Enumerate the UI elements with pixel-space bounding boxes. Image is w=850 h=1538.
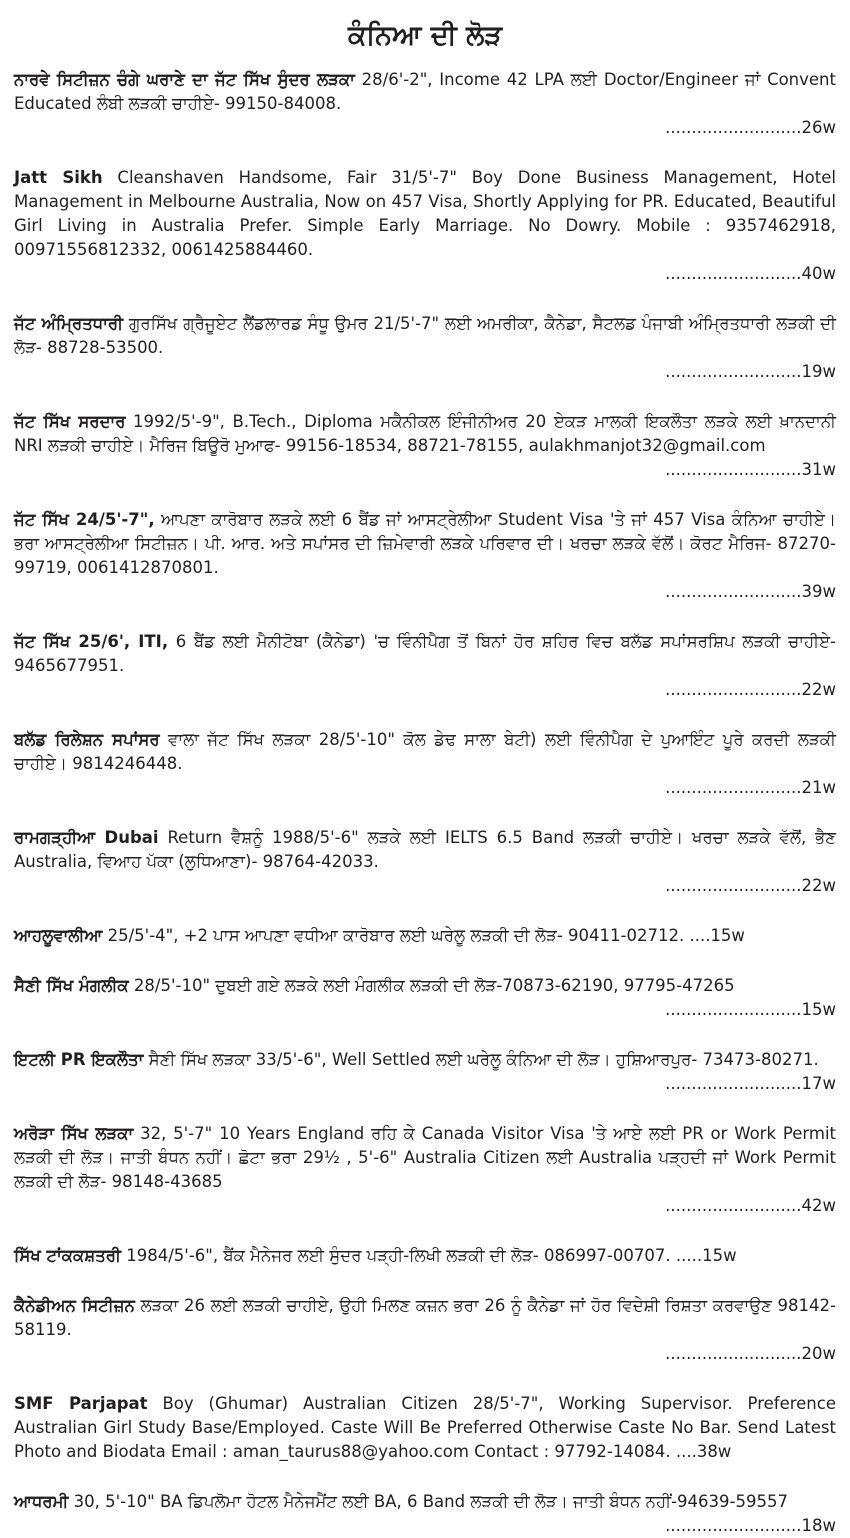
ad-text xyxy=(14,828,836,871)
classified-ad xyxy=(14,1392,836,1464)
ad-text xyxy=(14,168,836,259)
ad-body: ਆਪਣਾ ਕਾਰੋਬਾਰ ਲੜਕੇ ਲਈ 6 ਬੈਂਡ ਜਾਂ ਆਸਟ੍ਰੇਲੀਆ Student Visa 'ਤੇ ਜਾਂ 457 Visa ਕੰਨਿਆ ਚਾਹੀਏ। ਭਰਾ ਆਸਟ੍ਰੇਲੀਆ ਸਿਟੀਜ਼ਨ। ਪੀ. ਆਰ. ਅਤੇ ਸਪਾਂਸਰ ਦੀ ਜ਼ਿਮੇਵਾਰੀ ਲੜਕੇ ਪਰਿਵਾਰ ਦੀ। ਖਰਚਾ ਲੜਕੇ ਵੱਲੋਂ। ਕੋਰਟ ਮੈਰਿਜ- 87270-99719, 0061412870801. xyxy=(14,510,836,577)
classified-ad xyxy=(14,410,836,482)
ad-text xyxy=(14,730,836,773)
classified-ad xyxy=(14,924,836,948)
classified-ad xyxy=(14,1048,836,1096)
ad-word-count: ..........................21w xyxy=(665,778,836,797)
ad-lead: ਆਹਲੂਵਾਲੀਆ xyxy=(14,926,103,945)
ad-lead: ਜੱਟ ਸਿੱਖ 24/5'-7", xyxy=(14,510,155,529)
classified-ad xyxy=(14,1294,836,1366)
ad-word-count: ..........................17w xyxy=(665,1074,836,1093)
ad-body: Return ਵੈਸ਼ਨੂੰ 1988/5'-6" ਲੜਕੇ ਲਈ IELTS 6.5 Band ਲੜਕੀ ਚਾਹੀਏ। ਖਰਚਾ ਲੜਕੇ ਵੱਲੋਂ, ਭੈਣ Australia, ਵਿਆਹ ਪੱਕਾ (ਲੁਧਿਆਣਾ)- 98764-42033. xyxy=(14,828,837,871)
ad-body: 6 ਬੈਂਡ ਲਈ ਮੈਨੀਟੋਬਾ (ਕੈਨੇਡਾ) 'ਚ ਵਿੰਨੀਪੈਗ ਤੋਂ ਬਿਨਾਂ ਹੋਰ ਸ਼ਹਿਰ ਵਿਚ ਬਲੱਡ ਸਪਾਂਸਰਸ਼ਿਪ ਲੜਕੀ ਚਾਹੀਏ- 9465677951. xyxy=(14,632,837,675)
ad-text xyxy=(14,70,836,113)
ad-text xyxy=(14,1296,836,1339)
ad-lead: ਜੱਟ ਸਿੱਖ 25/6', ITI, xyxy=(14,632,169,651)
classified-ad xyxy=(14,728,836,800)
ad-body: 25/5'-4", +2 ਪਾਸ ਆਪਣਾ ਵਧੀਆ ਕਾਰੋਬਾਰ ਲਈ ਘਰੇਲੂ ਲੜਕੀ ਦੀ ਲੋੜ- 90411-02712. ....15w xyxy=(102,926,745,945)
ad-word-count: ..........................18w xyxy=(665,1516,836,1535)
ad-body: 1992/5'-9", B.Tech., Diploma ਮਕੈਨੀਕਲ ਇੰਜੀਨੀਅਰ 20 ਏਕੜ ਮਾਲਕੀ ਇਕਲੌਤਾ ਲੜਕੇ ਲਈ ਖ਼ਾਨਦਾਨੀ NRI ਲੜਕੀ ਚਾਹੀਏ। ਮੈਰਿਜ ਬਿਊਰੋ ਮੁਆਫ- 99156-18534, 88721-78155, aulakhmanjot32@gmail.com xyxy=(14,412,836,455)
ad-lead: ਜੱਟ ਸਿੱਖ ਸਰਦਾਰ xyxy=(14,412,126,431)
ad-body: 32, 5'-7" 10 Years England ਰਹਿ ਕੇ Canada Visitor Visa 'ਤੇ ਆਏ ਲਈ PR or Work Permit ਲੜਕੀ ਦੀ ਲੋੜ। ਜਾਤੀ ਬੰਧਨ ਨਹੀਂ। ਛੋਟਾ ਭਰਾ 29½ , 5'-6" Australia Citizen ਲਈ Australia ਪੜ੍ਹਦੀ ਜਾਂ Work Permit ਲੜਕੀ ਦੀ ਲੋੜ- 98148-43685 xyxy=(14,1124,836,1191)
ad-body: ਵਾਲਾ ਜੱਟ ਸਿੱਖ ਲੜਕਾ 28/5'-10" ਕੋਲ ਡੇਢ ਸਾਲਾ ਬੇਟੀ) ਲਈ ਵਿੰਨੀਪੈਗ ਦੇ ਪੁਆਇੰਟ ਪੂਰੇ ਕਰਦੀ ਲੜਕੀ ਚਾਹੀਏ। 9814246448. xyxy=(14,730,836,773)
ad-text xyxy=(14,1394,836,1461)
ad-text xyxy=(14,1246,737,1265)
ad-text xyxy=(14,632,836,675)
ad-word-count: ..........................20w xyxy=(665,1344,836,1363)
ad-lead: SMF Parjapat xyxy=(14,1394,148,1413)
ad-body: ਗੁਰਸਿੱਖ ਗ੍ਰੈਜੂਏਟ ਲੈਂਡਲਾਰਡ ਸੰਧੂ ਉਮਰ 21/5'-7" ਲਈ ਅਮਰੀਕਾ, ਕੈਨੇਡਾ, ਸੈਟਲਡ ਪੰਜਾਬੀ ਅੰਮ੍ਰਿਤਧਾਰੀ ਲੜਕੀ ਦੀ ਲੋੜ- 88728-53500. xyxy=(14,314,836,357)
ad-word-count: ..........................19w xyxy=(665,362,836,381)
ad-body: ਸੈਣੀ ਸਿੱਖ ਲੜਕਾ 33/5'-6", Well Settled ਲਈ ਘਰੇਲੂ ਕੰਨਿਆ ਦੀ ਲੋੜ। ਹੁਸ਼ਿਆਰਪੁਰ- 73473-80271. xyxy=(143,1050,819,1069)
classified-ad xyxy=(14,1122,836,1218)
page-title: ਕੰਨਿਆ ਦੀ ਲੋੜ xyxy=(347,20,503,51)
classified-ad xyxy=(14,630,836,702)
ad-lead: Jatt Sikh xyxy=(14,168,103,187)
ad-word-count: ..........................22w xyxy=(665,876,836,895)
ad-text xyxy=(14,314,836,357)
ad-word-count: ..........................26w xyxy=(665,118,836,137)
ad-body: 28/6'-2", Income 42 LPA ਲਈ Doctor/Engineer ਜਾਂ Convent Educated ਲੰਬੀ ਲੜਕੀ ਚਾਹੀਏ- 99150-84008. xyxy=(14,70,836,113)
classified-ad xyxy=(14,166,836,286)
classified-ad xyxy=(14,312,836,384)
ad-body: 1984/5'-6", ਬੈਂਕ ਮੈਨੇਜਰ ਲਈ ਸੁੰਦਰ ਪੜ੍ਹੀ-ਲਿਖੀ ਲੜਕੀ ਦੀ ਲੋੜ- 086997-00707. .....15w xyxy=(121,1246,737,1265)
ad-lead: ਇਟਲੀ PR ਇਕਲੌਤਾ xyxy=(14,1050,144,1069)
ad-lead: ਜੱਟ ਅੰਮ੍ਰਿਤਧਾਰੀ xyxy=(14,314,124,333)
ad-word-count: ..........................22w xyxy=(665,680,836,699)
ad-body: Cleanshaven Handsome, Fair 31/5'-7" Boy Done Business Management, Hotel Management in Melbourne Australia, Now on 457 Visa, Shortly Applying for PR. Educated, Beautiful Girl Living in Australia Prefer. Simple Early Marriage. No Dowry. Mobile : 9357462918, 00971556812332, 0061425884460. xyxy=(14,168,836,259)
ad-lead: ਸੈਣੀ ਸਿੱਖ ਮੰਗਲੀਕ xyxy=(14,976,129,995)
ad-text xyxy=(14,1050,819,1069)
classified-ad xyxy=(14,1244,836,1268)
classified-ad xyxy=(14,826,836,898)
ad-text xyxy=(14,510,836,577)
ad-text xyxy=(14,1124,836,1191)
ad-lead: ਅਰੋੜਾ ਸਿੱਖ ਲੜਕਾ xyxy=(14,1124,134,1143)
ad-body: ਲੜਕਾ 26 ਲਈ ਲੜਕੀ ਚਾਹੀਏ, ਉਹੀ ਮਿਲਣ ਕਜ਼ਨ ਭਰਾ 26 ਨੂੰ ਕੈਨੇਡਾ ਜਾਂ ਹੋਰ ਵਿਦੇਸ਼ੀ ਰਿਸ਼ਤਾ ਕਰਵਾਉਣ 98142-58119. xyxy=(14,1296,836,1339)
ad-word-count: ..........................39w xyxy=(665,582,836,601)
ad-lead: ਸਿੱਖ ਟਾਂਕਕਸ਼ਤਰੀ xyxy=(14,1246,122,1265)
ad-lead: ਕੈਨੇਡੀਅਨ ਸਿਟੀਜ਼ਨ xyxy=(14,1296,135,1315)
ad-body: 28/5'-10" ਦੁਬਈ ਗਏ ਲੜਕੇ ਲਈ ਮੰਗਲੀਕ ਲੜਕੀ ਦੀ ਲੋੜ-70873-62190, 97795-47265 xyxy=(128,976,735,995)
ads-list xyxy=(14,68,836,1538)
ad-word-count: ..........................15w xyxy=(665,1000,836,1019)
ad-body: Boy (Ghumar) Australian Citizen 28/5'-7", Working Supervisor. Preference Australian Girl Study Base/Employed. Caste Will Be Preferred Otherwise Caste No Bar. Send Latest Photo and Biodata Email : aman_taurus88@yahoo.com Contact : 97792-14084. ....38w xyxy=(14,1394,836,1461)
ad-lead: ਨਾਰਵੇ ਸਿਟੀਜ਼ਨ ਚੰਗੇ ਘਰਾਣੇ ਦਾ ਜੱਟ ਸਿੱਖ ਸੁੰਦਰ ਲੜਕਾ xyxy=(14,70,355,89)
ad-text xyxy=(14,926,745,945)
classified-ad xyxy=(14,508,836,604)
classified-ad xyxy=(14,974,836,1022)
ad-word-count: ..........................42w xyxy=(665,1196,836,1215)
ad-text xyxy=(14,976,735,995)
classified-ad xyxy=(14,68,836,140)
ad-body: 30, 5'-10" BA ਡਿਪਲੋਮਾ ਹੋਟਲ ਮੈਨੇਜਮੈਂਟ ਲਈ BA, 6 Band ਲੜਕੀ ਦੀ ਲੋੜ। ਜਾਤੀ ਬੰਧਨ ਨਹੀਂ-94639-59557 xyxy=(68,1492,788,1511)
ad-lead: ਬਲੱਡ ਰਿਲੇਸ਼ਨ ਸਪਾਂਸਰ xyxy=(14,730,160,749)
classified-ad xyxy=(14,1490,836,1538)
ad-text xyxy=(14,412,836,455)
ad-lead: ਆਧਰਮੀ xyxy=(14,1492,69,1511)
ad-word-count: ..........................31w xyxy=(665,460,836,479)
ad-lead: ਰਾਮਗੜ੍ਹੀਆ Dubai xyxy=(14,828,159,847)
ad-text xyxy=(14,1492,788,1511)
ad-word-count: ..........................40w xyxy=(665,264,836,283)
